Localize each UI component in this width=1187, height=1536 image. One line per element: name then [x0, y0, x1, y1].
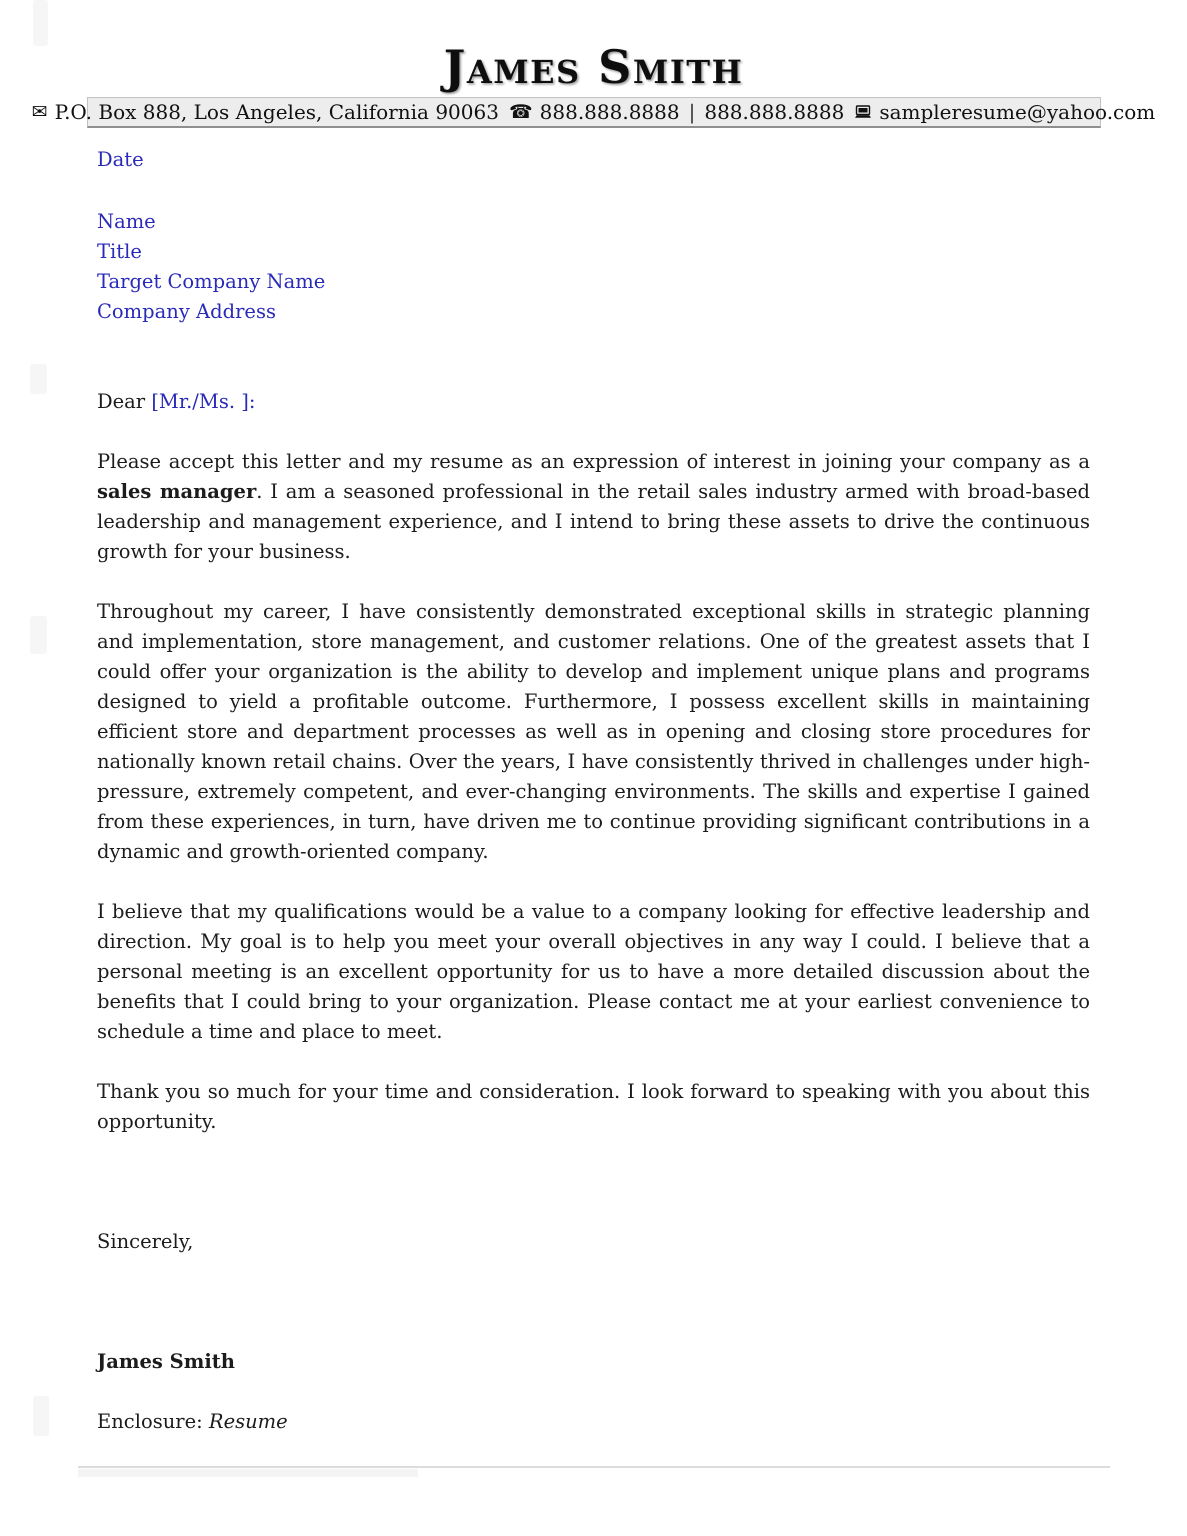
paragraph-thanks: Thank you so much for your time and consideration. I look forward to speaking with you about this opportunity. — [97, 1079, 1090, 1133]
recipient-company-placeholder: Target Company Name — [97, 269, 326, 293]
contact-email: sampleresume@yahoo.com — [879, 99, 1156, 124]
contact-address: P.O. Box 888, Los Angeles, California 90063 — [54, 99, 499, 124]
salutation-line — [97, 387, 1090, 417]
job-title-bold: sales manager — [97, 479, 257, 503]
signature-name: James Smith — [97, 1349, 235, 1373]
computer-icon — [854, 101, 872, 125]
contact-info-bar — [31, 97, 1156, 128]
date-placeholder: Date — [97, 147, 144, 171]
contact-phone-1: 888.888.8888 — [539, 99, 680, 124]
page-title: James Smith — [443, 40, 744, 94]
closing-line: Sincerely, — [97, 1229, 194, 1253]
footer-divider — [78, 1466, 1110, 1468]
scan-artifact — [30, 616, 47, 654]
paragraph-intro-text-cont: . I am a seasoned professional in the retail sales industry armed with broad-based leadership and management experience, and I intend to bring these assets to drive the continuous growth for your business. — [97, 479, 1090, 563]
salutation-prefix: Dear — [97, 389, 152, 413]
paragraph-intro — [97, 447, 1090, 567]
scan-artifact — [78, 1469, 418, 1477]
paragraph-intro-text: Please accept this letter and my resume as an expression of interest in joining your company as a — [97, 449, 1090, 473]
paragraph-skills: Throughout my career, I have consistently demonstrated exceptional skills in strategic planning and implementation, store management, and customer relations. One of the greatest assets that I could offer your organization is the ability to develop and implement unique plans and programs designed to yield a profitable outcome. Furthermore, I possess excellent skills in maintaining efficient store and department processes as well as in opening and closing store procedures for nationally known retail chains. Over the years, I have consistently thrived in challenges under high-pressure, extremely competent, and ever-changing environments. The skills and expertise I gained from these experiences, in turn, have driven me to continue providing significant contributions in a dynamic and growth-oriented company. — [97, 599, 1090, 863]
paragraph-value: I believe that my qualifications would be a value to a company looking for effective leadership and direction. My goal is to help you meet your overall objectives in any way I could. I believe that a personal meeting is an excellent opportunity for us to have a more detailed discussion about the benefits that I could bring to your organization. Please contact me at your earliest convenience to schedule a time and place to meet. — [97, 899, 1090, 1043]
scan-artifact — [33, 1396, 49, 1436]
letter-body — [97, 145, 1090, 1437]
recipient-block — [97, 207, 1090, 327]
scan-artifact — [33, 0, 48, 46]
recipient-title-placeholder: Title — [97, 239, 142, 263]
contact-phone-2: 888.888.8888 — [704, 99, 845, 124]
salutation-placeholder: [Mr./Ms. ]: — [151, 389, 256, 413]
enclosure-value: Resume — [208, 1409, 288, 1433]
enclosure-label: Enclosure: — [97, 1409, 209, 1433]
enclosure-line — [97, 1407, 1090, 1437]
envelope-icon: ✉ — [31, 100, 48, 123]
telephone-icon: ☎ — [508, 100, 533, 123]
recipient-address-placeholder: Company Address — [97, 299, 276, 323]
scan-artifact — [30, 364, 47, 394]
recipient-name-placeholder: Name — [97, 209, 156, 233]
phone-separator: | — [688, 99, 696, 124]
